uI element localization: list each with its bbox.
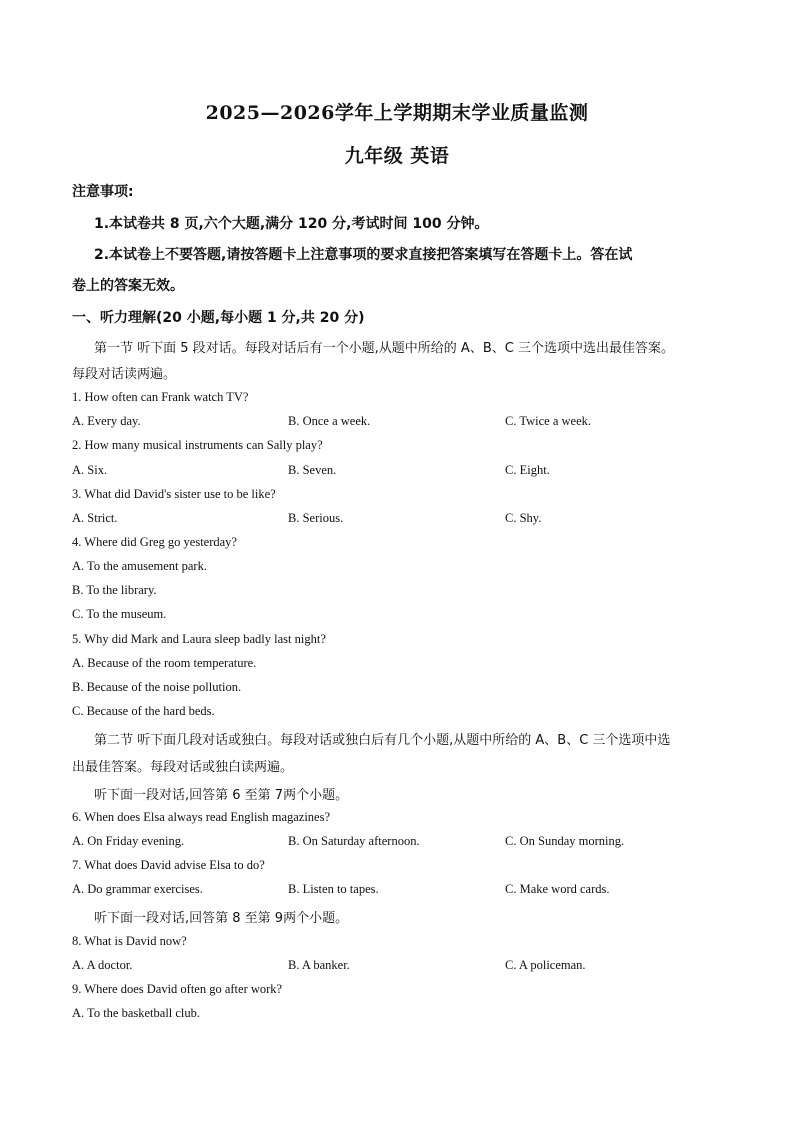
option-b: B. A banker. bbox=[288, 958, 350, 972]
option-c: C. Shy. bbox=[505, 511, 542, 525]
notice-heading: 注意事项: bbox=[72, 184, 134, 200]
question-stem: 9. Where does David often go after work? bbox=[72, 982, 283, 996]
question-stem: 5. Why did Mark and Laura sleep badly last night? bbox=[72, 632, 326, 646]
question-stem: 4. Where did Greg go yesterday? bbox=[72, 535, 237, 549]
option-a: A. On Friday evening. bbox=[72, 834, 185, 848]
question-stem: 8. What is David now? bbox=[72, 934, 187, 948]
option-b: B. Because of the noise pollution. bbox=[72, 680, 242, 694]
option-a: A. Every day. bbox=[72, 414, 141, 428]
question-stem: 1. How often can Frank watch TV? bbox=[72, 390, 249, 404]
exam-title: 2025—2026学年上学期期末学业质量监测 bbox=[205, 102, 589, 124]
option-a: A. Strict. bbox=[72, 511, 118, 525]
section-heading: 一、听力理解(20 小题,每小题 1 分,共 20 分) bbox=[72, 310, 365, 326]
part1-instruction-line-2: 每段对话读两遍。 bbox=[72, 367, 177, 382]
option-a: A. To the basketball club. bbox=[72, 1006, 201, 1020]
part1-instruction-line-1: 第一节 听下面 5 段对话。每段对话后有一个小题,从题中所给的 A、B、C 三个选项中选出最佳答案。 bbox=[94, 341, 674, 356]
option-c: C. To the museum. bbox=[72, 607, 167, 621]
notice-item-2-line-1: 2.本试卷上不要答题,请按答题卡上注意事项的要求直接把答案填写在答题卡上。答在试 bbox=[94, 247, 633, 263]
option-c: C. Eight. bbox=[505, 463, 550, 477]
instruction-q6-q7: 听下面一段对话,回答第 6 至第 7两个小题。 bbox=[94, 788, 349, 803]
instruction-q8-q9: 听下面一段对话,回答第 8 至第 9两个小题。 bbox=[94, 911, 349, 926]
part2-instruction-line-2: 出最佳答案。每段对话或独白读两遍。 bbox=[72, 760, 294, 775]
option-b: B. To the library. bbox=[72, 583, 157, 597]
question-stem: 3. What did David's sister use to be like? bbox=[72, 487, 276, 501]
option-c: C. A policeman. bbox=[505, 958, 586, 972]
option-b: B. On Saturday afternoon. bbox=[288, 834, 420, 848]
option-b: B. Serious. bbox=[288, 511, 344, 525]
option-b: B. Listen to tapes. bbox=[288, 882, 379, 896]
question-stem: 2. How many musical instruments can Sally play? bbox=[72, 438, 323, 452]
notice-item-1: 1.本试卷共 8 页,六个大题,满分 120 分,考试时间 100 分钟。 bbox=[94, 216, 489, 232]
question-stem: 7. What does David advise Elsa to do? bbox=[72, 858, 265, 872]
option-a: A. Do grammar exercises. bbox=[72, 882, 203, 896]
option-b: B. Once a week. bbox=[288, 414, 371, 428]
option-b: B. Seven. bbox=[288, 463, 337, 477]
notice-item-2-line-2: 卷上的答案无效。 bbox=[72, 278, 184, 294]
part2-instruction-line-1: 第二节 听下面几段对话或独白。每段对话或独白后有几个小题,从题中所给的 A、B、C 三个选项中选 bbox=[94, 733, 671, 748]
question-stem: 6. When does Elsa always read English magazines? bbox=[72, 810, 331, 824]
option-a: A. Because of the room temperature. bbox=[72, 656, 257, 670]
option-c: C. Twice a week. bbox=[505, 414, 592, 428]
option-a: A. A doctor. bbox=[72, 958, 133, 972]
option-a: A. To the amusement park. bbox=[72, 559, 207, 573]
exam-subtitle: 九年级 英语 bbox=[344, 145, 450, 167]
option-c: C. On Sunday morning. bbox=[505, 834, 625, 848]
option-c: C. Because of the hard beds. bbox=[72, 704, 215, 718]
option-a: A. Six. bbox=[72, 463, 108, 477]
option-c: C. Make word cards. bbox=[505, 882, 610, 896]
